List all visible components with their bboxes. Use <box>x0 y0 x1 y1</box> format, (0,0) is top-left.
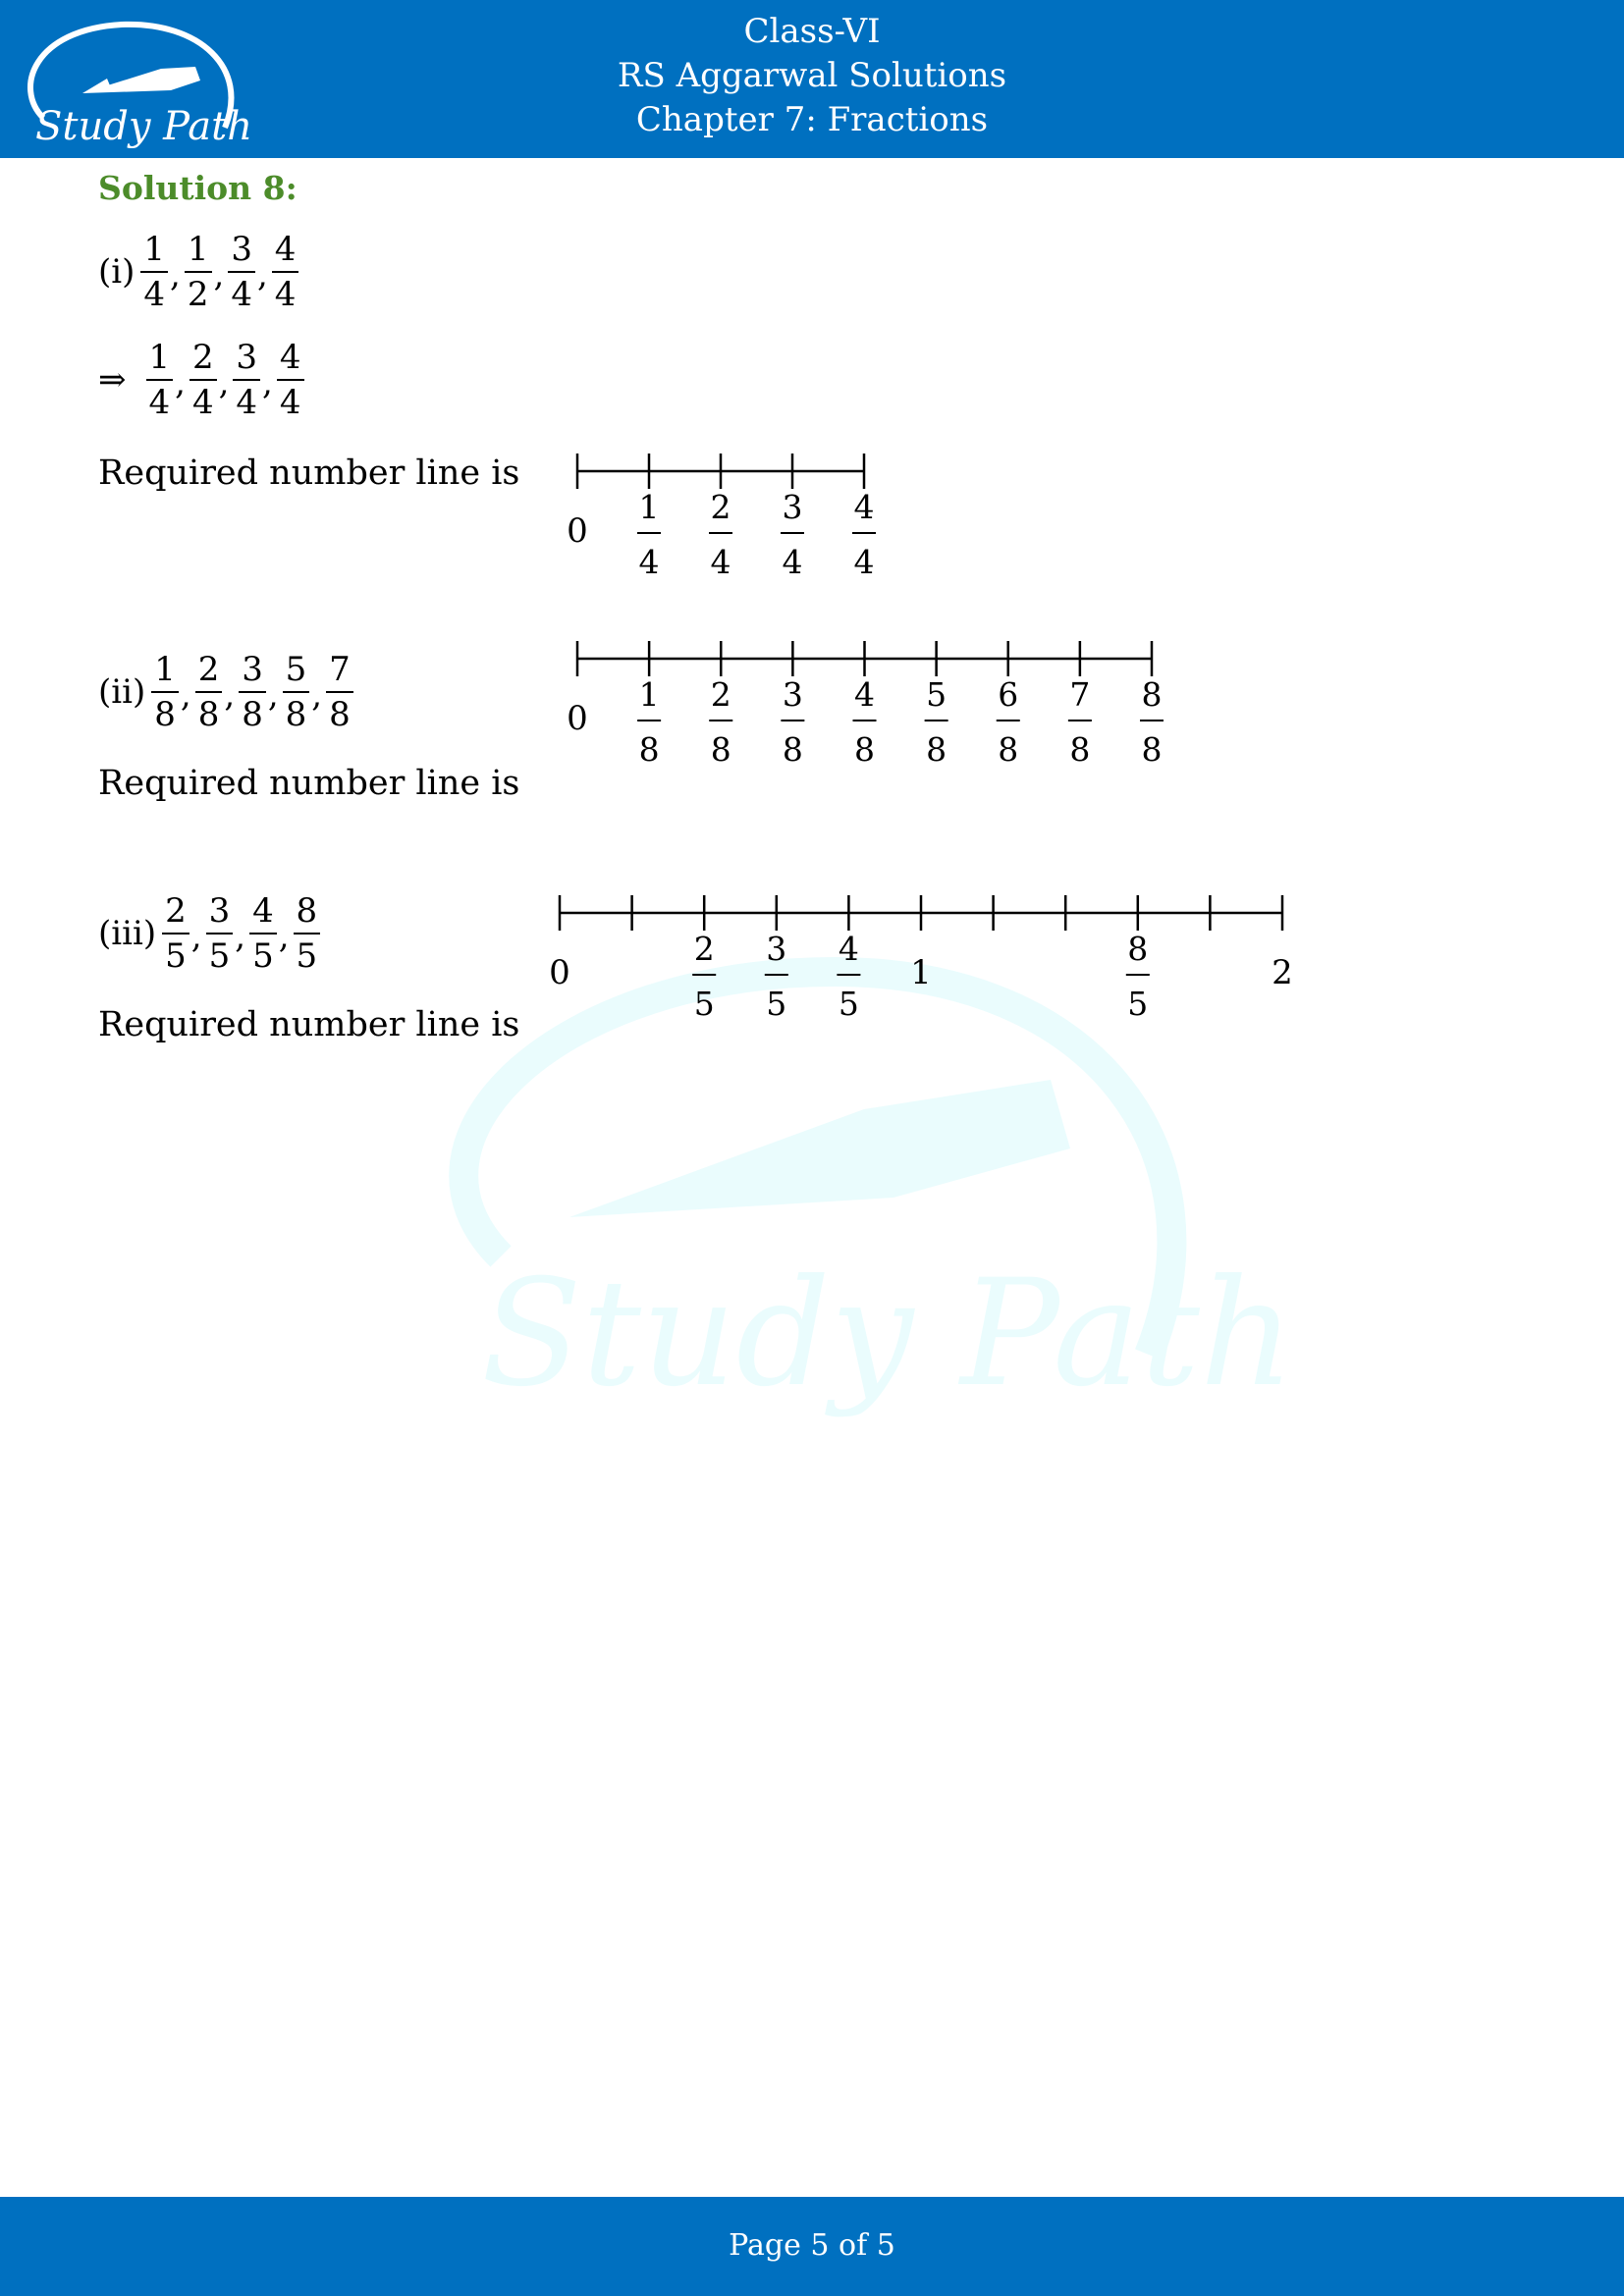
tick-label-denominator: 5 <box>693 985 715 1023</box>
number-line-label <box>692 930 716 1023</box>
comma: , <box>278 917 290 956</box>
comma: , <box>267 675 279 715</box>
part-label: (ii) <box>98 672 146 712</box>
fraction-denominator: 2 <box>187 275 209 314</box>
tick-label-text: 0 <box>567 511 588 551</box>
tick-label-denominator: 4 <box>853 543 875 581</box>
fraction-denominator: 4 <box>231 275 252 314</box>
fraction-numerator: 4 <box>274 230 297 269</box>
fraction-numerator: 4 <box>252 891 274 931</box>
tick-label-numerator: 4 <box>838 930 859 968</box>
tick-label-text: 0 <box>567 699 588 738</box>
comma: , <box>190 917 202 956</box>
number-line-label <box>910 953 932 992</box>
fraction-numerator: 1 <box>148 338 171 377</box>
tick-label-numerator: 6 <box>998 675 1019 714</box>
fraction-denominator: 5 <box>165 936 187 976</box>
part-label: (i) <box>98 252 135 292</box>
logo-text: Study Path <box>35 104 252 149</box>
comma: , <box>262 363 273 402</box>
fraction-denominator: 4 <box>191 383 214 422</box>
book-title: RS Aggarwal Solutions <box>617 56 1007 95</box>
tick-label-numerator: 4 <box>854 675 875 714</box>
fraction-denominator: 4 <box>148 383 171 422</box>
tick-label-numerator: 4 <box>853 488 875 526</box>
tick-label-numerator: 1 <box>638 488 660 526</box>
part-label: ⇒ <box>98 360 127 400</box>
comma: , <box>224 675 236 715</box>
comma: , <box>180 675 191 715</box>
fraction-numerator: 1 <box>154 650 176 689</box>
fraction-numerator: 1 <box>187 230 209 269</box>
fraction-numerator: 7 <box>329 650 351 689</box>
tick-label-text: 1 <box>910 953 932 992</box>
fraction-denominator: 4 <box>274 275 297 314</box>
tick-label-numerator: 8 <box>1141 675 1163 714</box>
fraction-numerator: 1 <box>143 230 166 269</box>
comma: , <box>256 255 268 294</box>
part2-required-text: Required number line is <box>98 764 520 803</box>
tick-label-numerator: 8 <box>1127 930 1149 968</box>
tick-label-numerator: 2 <box>710 675 731 714</box>
tick-label-numerator: 3 <box>782 675 803 714</box>
tick-label-denominator: 4 <box>782 543 803 581</box>
fraction-denominator: 4 <box>279 383 301 422</box>
tick-label-text: 2 <box>1272 953 1293 992</box>
fraction-numerator: 3 <box>208 891 231 931</box>
fraction-numerator: 2 <box>165 891 187 931</box>
fraction-numerator: 8 <box>296 891 318 931</box>
chapter-title: Chapter 7: Fractions <box>635 100 989 139</box>
fraction-numerator: 3 <box>242 650 263 689</box>
tick-label-numerator: 3 <box>782 488 803 526</box>
fraction-numerator: 4 <box>279 338 301 377</box>
tick-label-numerator: 2 <box>693 930 715 968</box>
fraction-numerator: 3 <box>231 230 252 269</box>
comma: , <box>175 363 186 402</box>
number-line-label <box>549 953 570 992</box>
fraction-denominator: 4 <box>143 275 166 314</box>
tick-label-denominator: 8 <box>854 730 875 769</box>
comma: , <box>218 363 230 402</box>
tick-label-numerator: 7 <box>1069 675 1091 714</box>
number-line-label <box>1272 953 1293 992</box>
tick-label-denominator: 8 <box>782 730 803 769</box>
tick-label-numerator: 3 <box>766 930 787 968</box>
number-line-label <box>837 930 860 1023</box>
part3-required-text: Required number line is <box>98 1005 520 1044</box>
number-line-label <box>1126 930 1150 1023</box>
fraction-denominator: 8 <box>285 695 307 734</box>
class-title: Class-VI <box>743 12 881 51</box>
comma: , <box>170 255 181 294</box>
tick-label-denominator: 8 <box>926 730 947 769</box>
part-label: (iii) <box>98 914 157 953</box>
fraction-denominator: 4 <box>236 383 258 422</box>
fraction-denominator: 8 <box>242 695 263 734</box>
comma: , <box>311 675 323 715</box>
tick-label-denominator: 8 <box>638 730 660 769</box>
fraction-denominator: 5 <box>296 936 318 976</box>
fraction-numerator: 5 <box>285 650 307 689</box>
comma: , <box>235 917 246 956</box>
fraction-denominator: 8 <box>154 695 176 734</box>
page-number: Page 5 of 5 <box>729 2228 895 2263</box>
fraction-denominator: 5 <box>252 936 274 976</box>
fraction-numerator: 3 <box>236 338 258 377</box>
solution-title: Solution 8: <box>98 169 298 207</box>
tick-label-denominator: 5 <box>1127 985 1149 1023</box>
page-footer <box>0 2197 1624 2296</box>
tick-label-denominator: 4 <box>638 543 660 581</box>
fraction-denominator: 5 <box>208 936 231 976</box>
fraction-numerator: 2 <box>197 650 220 689</box>
part1-required-text: Required number line is <box>98 454 520 493</box>
tick-label-denominator: 5 <box>838 985 859 1023</box>
tick-label-denominator: 5 <box>766 985 787 1023</box>
comma: , <box>213 255 225 294</box>
tick-label-denominator: 8 <box>1069 730 1091 769</box>
tick-label-denominator: 8 <box>710 730 731 769</box>
fraction-denominator: 8 <box>197 695 220 734</box>
tick-label-text: 0 <box>549 953 570 992</box>
fraction-numerator: 2 <box>191 338 214 377</box>
watermark-text: Study Path <box>481 1249 1295 1419</box>
number-line-label <box>765 930 788 1023</box>
tick-label-denominator: 4 <box>710 543 731 581</box>
tick-label-denominator: 8 <box>998 730 1019 769</box>
tick-label-denominator: 8 <box>1141 730 1163 769</box>
fraction-denominator: 8 <box>329 695 351 734</box>
tick-label-numerator: 2 <box>710 488 731 526</box>
tick-label-numerator: 1 <box>638 675 660 714</box>
tick-label-numerator: 5 <box>926 675 947 714</box>
